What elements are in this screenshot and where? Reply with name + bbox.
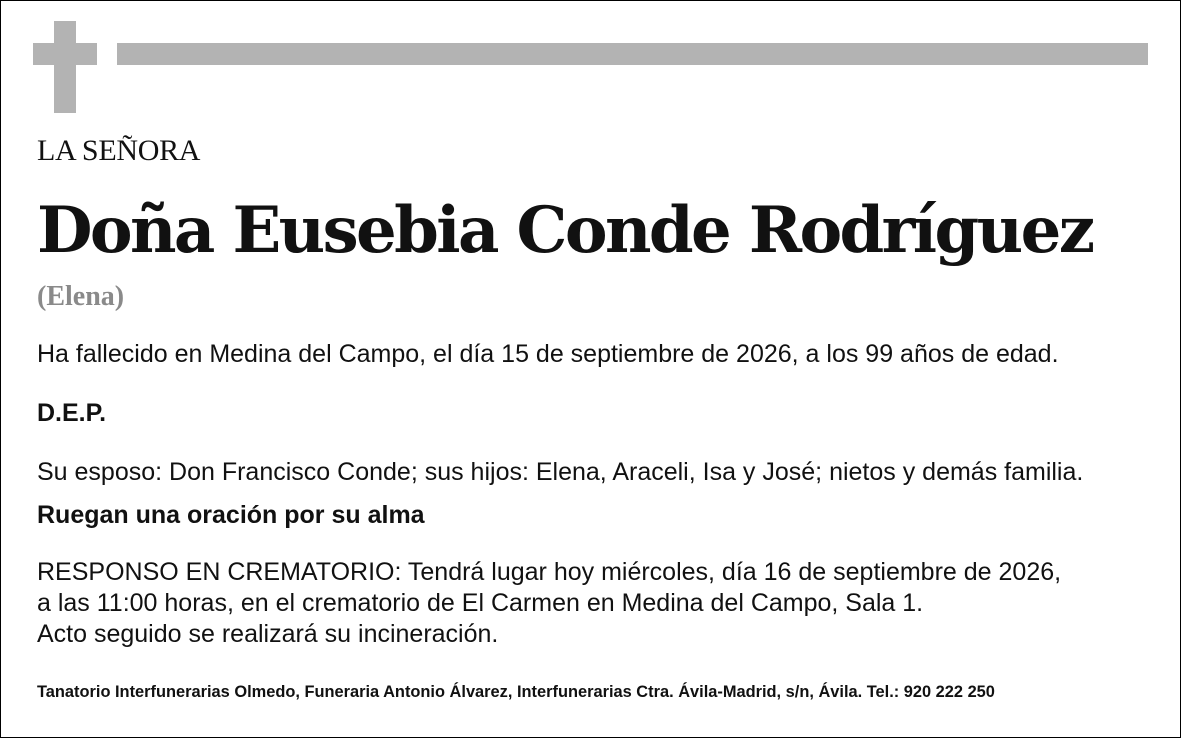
rip-text: D.E.P. (37, 399, 107, 427)
honorific: LA SEÑORA (37, 134, 201, 167)
header-rule (117, 43, 1148, 65)
cross-horizontal-bar (33, 43, 97, 65)
family-list: Su esposo: Don Francisco Conde; sus hijos: Elena, Araceli, Isa y José; nietos y demás familia. (37, 458, 1084, 486)
prayer-request: Ruegan una oración por su alma (37, 501, 425, 529)
death-statement: Ha fallecido en Medina del Campo, el día 15 de septiembre de 2026, a los 99 años de edad. (37, 340, 1059, 368)
deceased-name: Doña Eusebia Conde Rodríguez (37, 193, 1093, 268)
funeral-home-footer: Tanatorio Interfunerarias Olmedo, Funeraria Antonio Álvarez, Interfunerarias Ctra. Ávila-Madrid, s/n, Ávila. Tel.: 920 222 250 (37, 683, 995, 701)
ceremony-line: Acto seguido se realizará su incineración. (37, 620, 499, 648)
ceremony-line: RESPONSO EN CREMATORIO: Tendrá lugar hoy miércoles, día 16 de septiembre de 2026, (37, 558, 1062, 586)
cross-vertical-bar (54, 21, 76, 113)
ceremony-details (37, 557, 1061, 650)
nickname: (Elena) (37, 281, 125, 312)
ceremony-line: a las 11:00 horas, en el crematorio de El Carmen en Medina del Campo, Sala 1. (37, 589, 924, 617)
